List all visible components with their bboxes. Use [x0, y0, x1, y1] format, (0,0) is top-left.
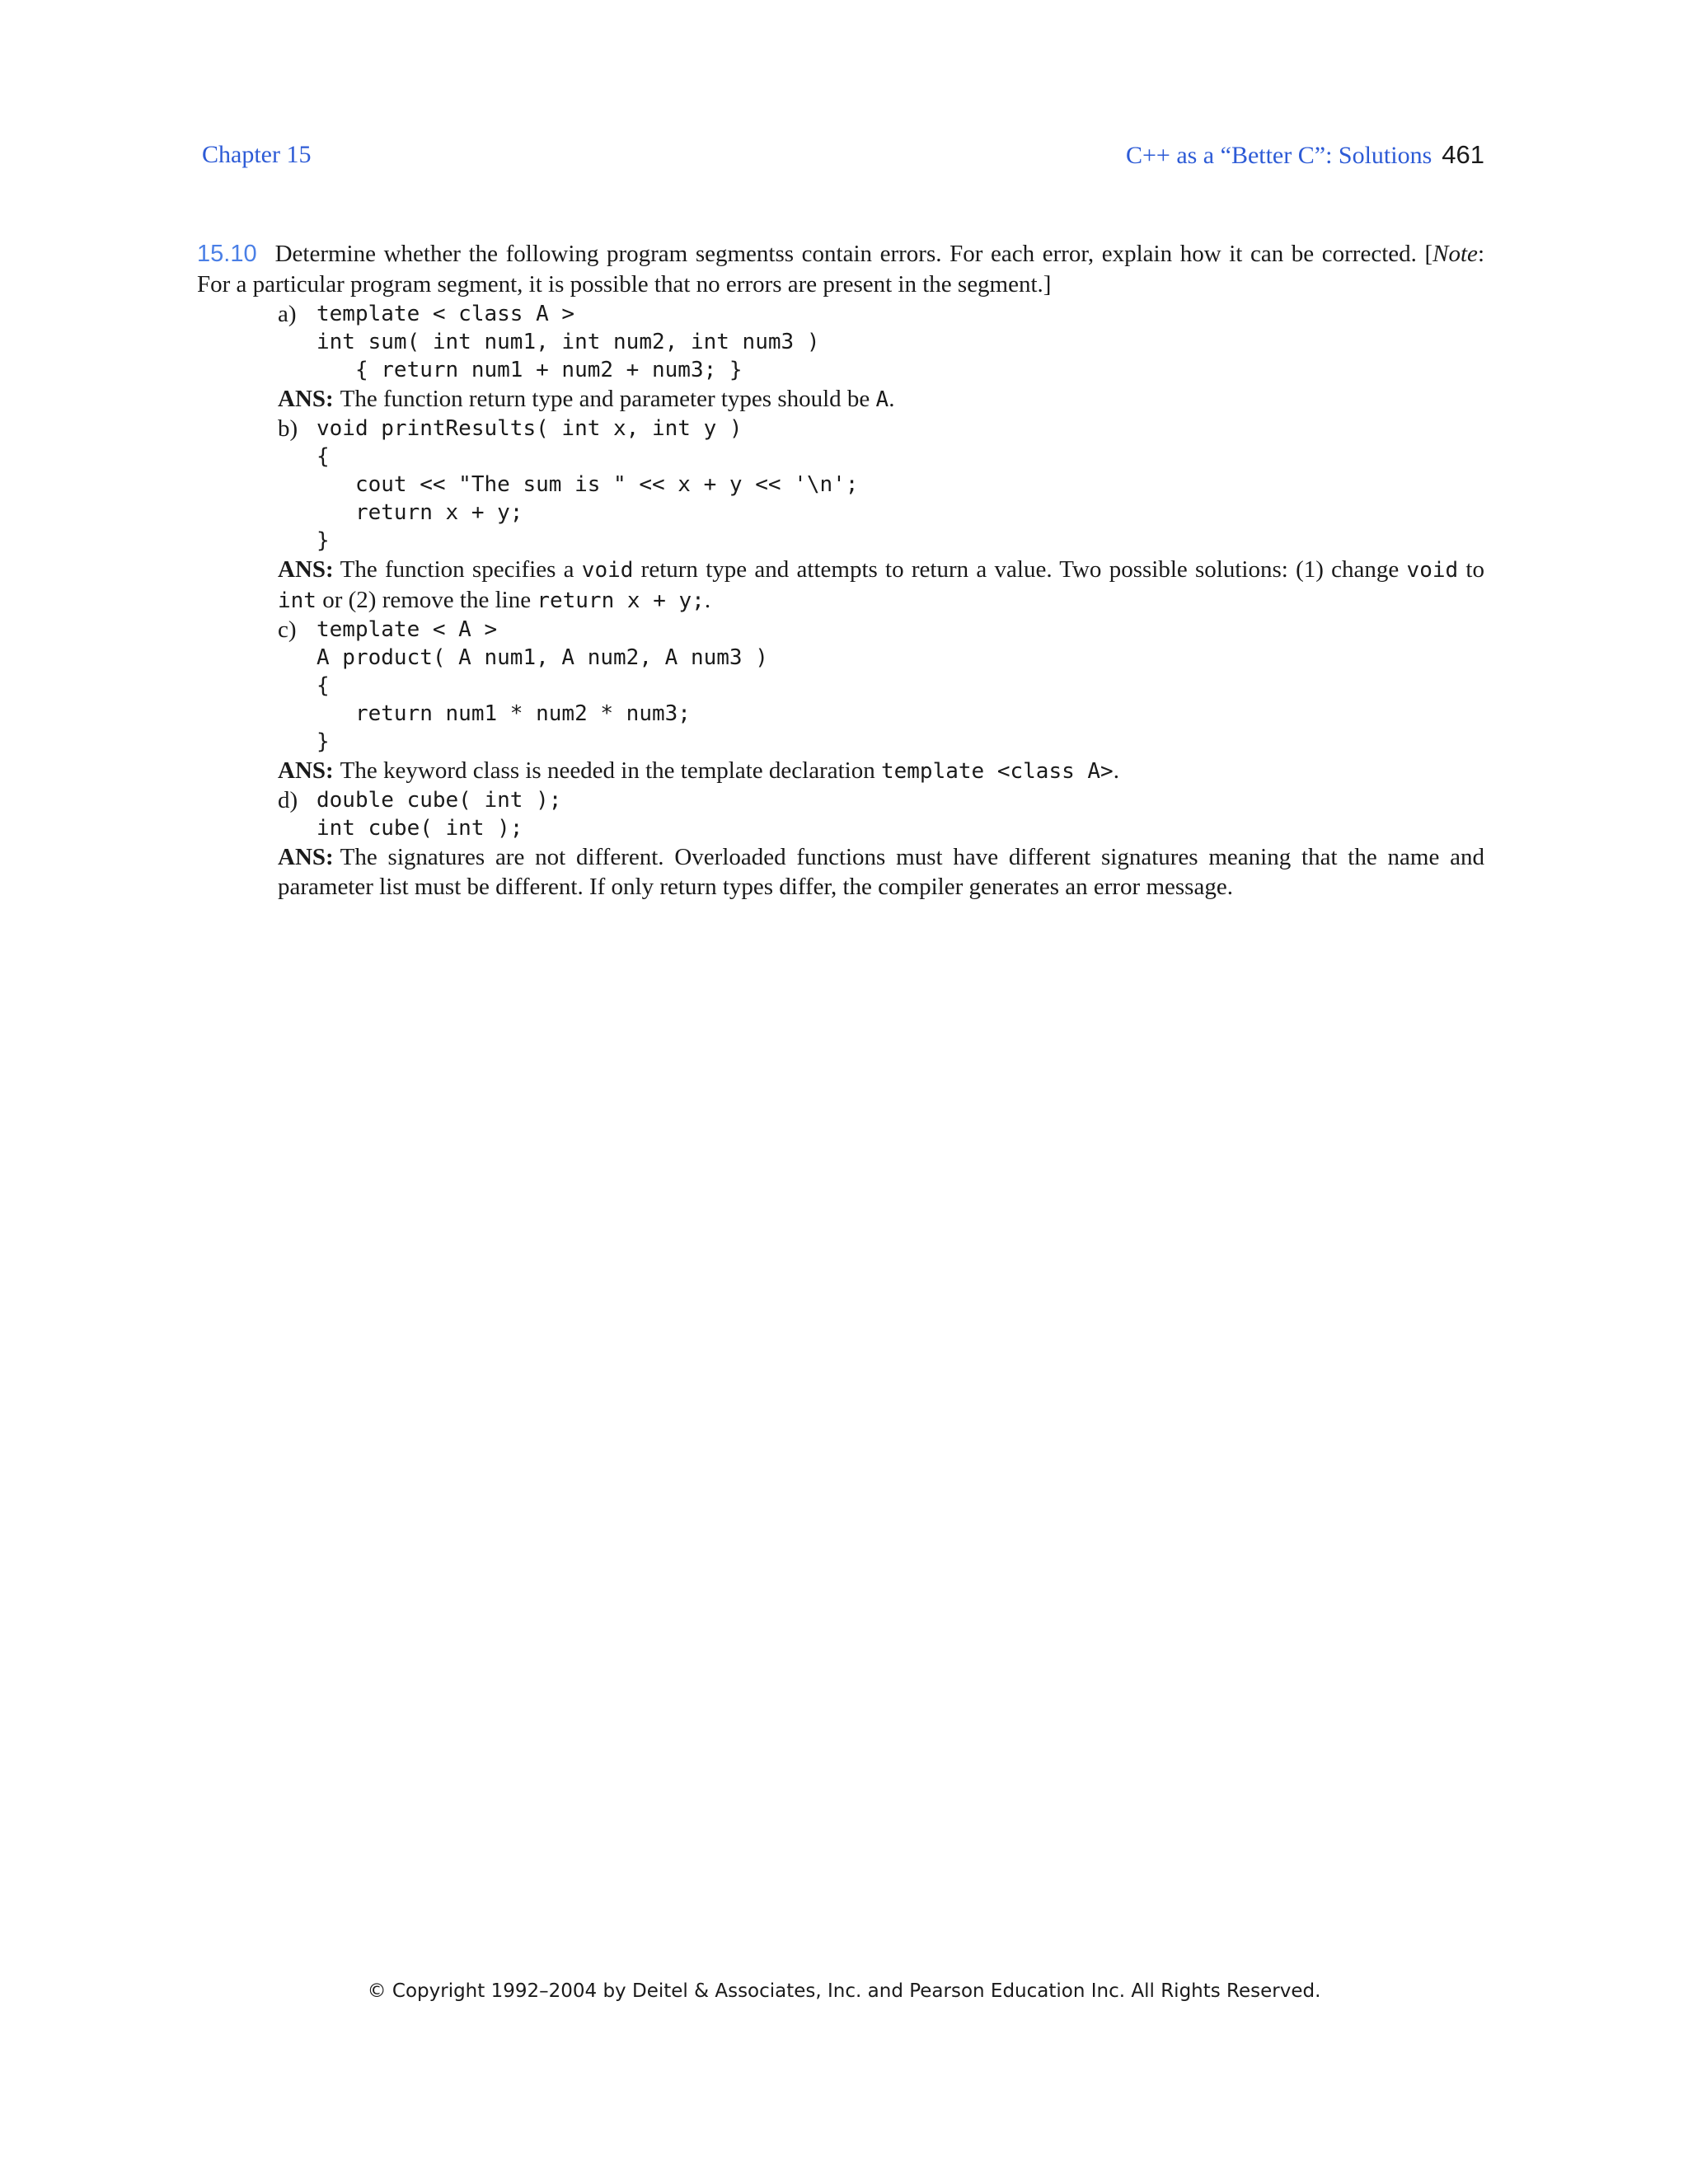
- note-label: Note: [1432, 241, 1478, 267]
- part-d-code-first: double cube( int );: [316, 788, 562, 813]
- ans-label: ANS:: [278, 844, 334, 870]
- ans-code: return x + y;: [537, 588, 705, 613]
- part-c-label: c): [278, 616, 297, 643]
- part-b-code-first: void printResults( int x, int y ): [316, 416, 743, 441]
- ans-text: to: [1458, 556, 1484, 583]
- copyright-footer: © Copyright 1992–2004 by Deitel & Associates, Inc. and Pearson Education Inc. All Rights Reserved.: [367, 1980, 1321, 2002]
- part-a-label: a): [278, 301, 297, 327]
- part-d-answer: [278, 842, 1484, 902]
- part-c: [278, 616, 1484, 644]
- part-d-code: int cube( int );: [316, 816, 523, 841]
- exercise-content: [197, 239, 1484, 902]
- ans-text: The signatures are not different. Overloaded functions must have different signatures meaning that the name and parameter list must be different. If only return types differ, the compiler generates an error message.: [278, 844, 1484, 900]
- running-header: [1126, 137, 1484, 174]
- ans-text: return type and attempts to return a value. Two possible solutions: (1) change: [633, 556, 1407, 583]
- part-a-code-first: template < class A >: [316, 302, 575, 326]
- ans-end: .: [1113, 757, 1119, 784]
- ans-code: int: [278, 588, 316, 613]
- ans-code: A: [875, 387, 889, 412]
- page-number: 461: [1442, 140, 1484, 169]
- part-d-label: d): [278, 787, 298, 813]
- ans-code: void: [581, 558, 634, 583]
- part-a-answer: [278, 384, 1484, 415]
- exercise-number: 15.10: [197, 241, 257, 267]
- part-b-answer: [278, 555, 1484, 616]
- ans-text: The keyword class is needed in the template declaration: [340, 757, 881, 784]
- part-b: [278, 415, 1484, 443]
- part-d: [278, 786, 1484, 814]
- part-a-code: int sum( int num1, int num2, int num3 ) { return num1 + num2 + num3; }: [316, 330, 820, 382]
- intro-text: Determine whether the following program segmentss contain errors. For each error, explain how it can be corrected. [: [274, 241, 1433, 267]
- exercise-intro: [197, 239, 1484, 300]
- ans-text: The function return type and parameter types should be: [340, 386, 876, 412]
- section-title: C++ as a “Better C”: Solutions: [1125, 142, 1432, 169]
- part-b-label: b): [278, 415, 298, 442]
- ans-text: or (2) remove the line: [316, 587, 537, 613]
- ans-code: void: [1406, 558, 1459, 583]
- part-c-answer: [278, 756, 1484, 786]
- ans-label: ANS:: [278, 757, 334, 784]
- part-c-code-first: template < A >: [316, 617, 498, 642]
- part-b-code: { cout << "The sum is " << x + y << '\n'; return x + y; }: [316, 444, 859, 553]
- ans-code: template <class A>: [880, 759, 1114, 784]
- ans-end: .: [889, 386, 895, 412]
- part-c-code: A product( A num1, A num2, A num3 ) { return num1 * num2 * num3; }: [316, 645, 768, 754]
- ans-label: ANS:: [278, 386, 334, 412]
- chapter-label: Chapter 15: [202, 141, 312, 168]
- ans-label: ANS:: [278, 556, 334, 583]
- ans-end: .: [704, 587, 711, 613]
- ans-text: The function specifies a: [340, 556, 582, 583]
- part-a: [278, 300, 1484, 328]
- intro-tail: : For a particular program segment, it is possible that no errors are present in the segment.]: [197, 241, 1484, 298]
